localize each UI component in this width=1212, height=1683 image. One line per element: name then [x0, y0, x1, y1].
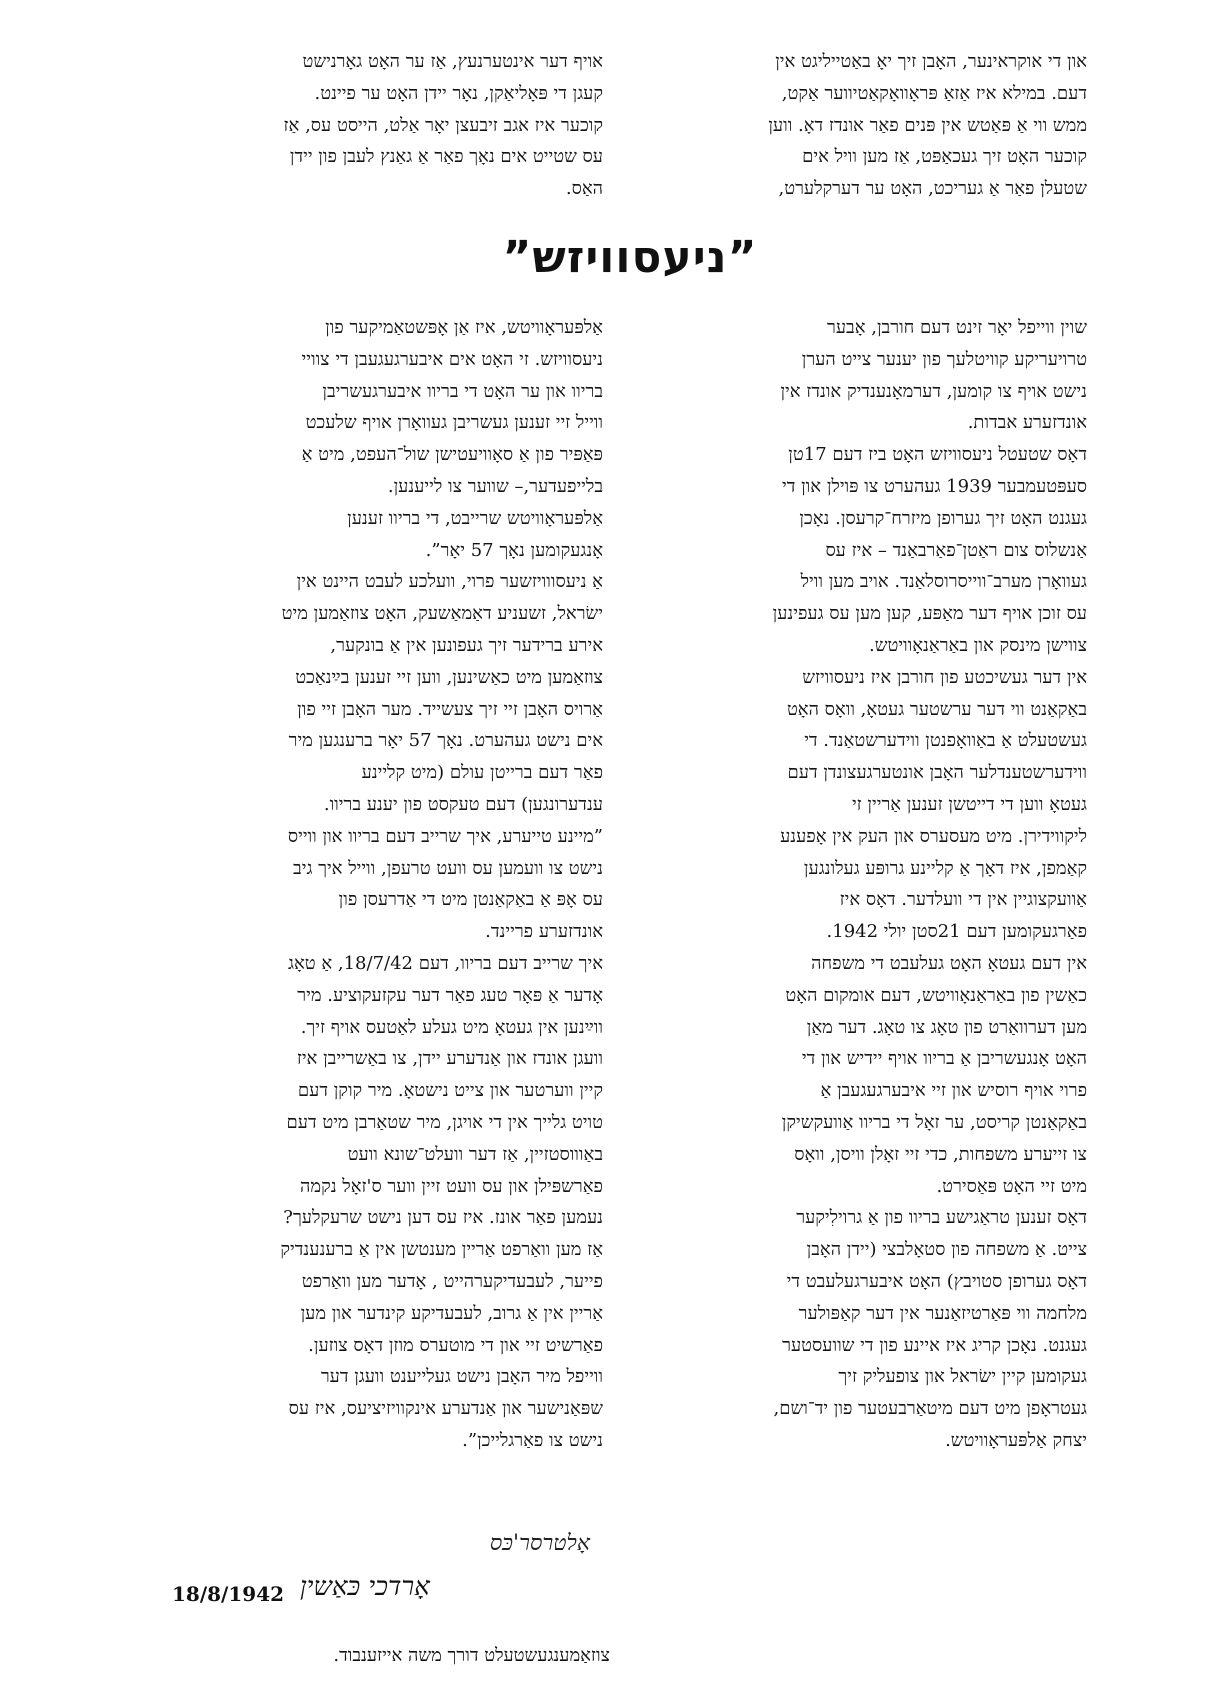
text-line: וועגן אונדז און אַנדערע יידן, צו באַשרייבן איז: [296, 1048, 603, 1070]
text-line: ”מיינע טייערע, איך שרייב דעם בריוו און ווייס: [287, 825, 603, 847]
text-line: געטראָפן מיט דעם מיטאַרבעטער פון יד־ושם,: [773, 1398, 1087, 1420]
text-line: אים נישט געהערט. נאָך 57 יאָר ברענגען מיר: [288, 730, 603, 752]
text-line: געגנט האָט זיך גערופן מיזרח־קרעסן. נאָכן: [799, 507, 1087, 529]
article-title: ”ניעסוויזש”: [502, 232, 758, 283]
text-line: האַס.: [565, 178, 603, 200]
text-line: ממש ווי אַ פּאַטש אין פּנים פאַר אונדז דאָ. ווען: [768, 114, 1087, 136]
text-line: באַוווסטזיין, אַז דער וועלט־שונא וועט: [347, 1143, 603, 1165]
text-line: דעם. במילא איז אַזאַ פּראָוואָקאַטיווער אַקט,: [781, 82, 1087, 104]
text-line: אָנגעקומען נאָך 57 יאָר”.: [425, 539, 603, 561]
text-line: פּאַפּיר פון אַ סאָוויעטישן שול־העפט, מיט אַ: [301, 444, 603, 466]
text-line: ווייפל מיר האָבן נישט געלייענט וועגן דער: [320, 1366, 603, 1388]
text-line: בלייפעדער,– שווער צו לייענען.: [387, 475, 603, 497]
text-line: מלחמה ווי פּאַרטיזאַנער אין דער קאַפּולער: [798, 1302, 1087, 1324]
text-line: עס אָפּ אַ באַקאַנטן מיט די אַדרעסן פון: [338, 889, 603, 911]
text-line: פאַרשפּילן און עס וועט זיין ווער ס'זאָל נקמה: [300, 1175, 603, 1197]
text-line: צייט. אַ משפחה פון סטאָלבצי (יידן האָבן: [806, 1239, 1087, 1261]
text-line: אַז מען וואַרפט אַריין מענטשן אין אַ ברענענדיק: [280, 1239, 603, 1261]
text-line: און די אוקראינער, האָבן זיך יאָ באַטייליגט אין: [775, 51, 1087, 72]
text-line: צווישן מינסק און באַראַנאָוויטש.: [868, 634, 1087, 656]
text-line: עס זוכן אויף דער מאַפּע, קען מען עס געפינען: [772, 603, 1087, 625]
text-line: דאָס גערופן סטויבץ) האָט איבערגעלעבט די: [786, 1270, 1087, 1292]
article-right-column: [655, 312, 1087, 1457]
text-line: קיין ווערטער און צייט נישטאָ. מיר קוקן דעם: [297, 1080, 603, 1102]
article-left-column: [128, 312, 603, 1457]
text-line: שוין ווייפל יאָר זינט דעם חורבן, אָבער: [827, 317, 1087, 338]
signature-scribble: אָלטרסר'כּס: [489, 1531, 590, 1556]
text-line: שפּאַנישער און אַנדערע אינקוויזיציעס, איז עס: [288, 1398, 603, 1420]
text-line: געקומען קיין ישׂראל און צופעליק זיך: [838, 1366, 1087, 1388]
text-line: אַלפּעראָוויטש שרייבט, די בריוו זענען: [347, 507, 603, 529]
text-line: אונדזערע אבדות.: [967, 412, 1087, 434]
text-line: אַוועקצוגיין אין די וועלדער. דאָס איז: [839, 889, 1087, 911]
text-line: האָט אָנגעשריבן אַ בריוו אויף יידיש און די: [801, 1048, 1087, 1070]
text-line: קוכער איז אגב זיבעצן יאָר אַלט, הייסט עס, אַז: [283, 114, 603, 136]
text-line: אַרויס האָבן זיי זיך צעשייד. מער האָבן זיי פון: [297, 698, 603, 720]
text-line: ליקווידירן. מיט מעסערס און העק אין אָפענע: [780, 825, 1087, 847]
top-right-column: [655, 46, 1087, 205]
text-line: סעפּטעמבער 1939 געהערט צו פּוילן און די: [782, 475, 1087, 497]
text-line: אַ ניעסווויזשער פרוי, וועלכע לעבט היינט אין: [296, 571, 603, 593]
text-line: אויף דער אינטערנעץ, אַז ער האָט גאָרנישט: [302, 51, 603, 72]
text-line: אַריין אין אַ גרוב, לעבעדיקע קינדער און מען: [300, 1302, 603, 1324]
text-line: טרויעריקע קוויטלעך פון יענער צייט הערן: [801, 348, 1087, 370]
text-line: פאַרגעקומען דעם 21סטן יולי 1942.: [826, 921, 1087, 943]
text-line: בריוו און ער האָט די בריוו איבערגעשריבן: [322, 380, 603, 402]
text-line: צו זייערע משפחות, כדי זיי זאָלן וויסן, וואָס: [794, 1143, 1087, 1165]
text-line: שטעלן פאַר אַ געריכט, האָט ער דערקלערט,: [778, 178, 1087, 200]
text-line: אונדזערע פריינד.: [485, 921, 603, 943]
top-left-column: [128, 46, 603, 205]
text-line: אין דער געשיכטע פון חורבן איז ניעסוויזש: [802, 666, 1087, 688]
text-line: אָדער אַ פּאָר טעג פאַר דער עקזעקוציע. מיר: [297, 984, 603, 1006]
text-line: כאַשין פון באַראַנאָוויטש, דעם אומקום האָט: [785, 984, 1087, 1006]
text-line: פרוי אויף רוסיש און זיי איבערגעגעבן אַ: [820, 1080, 1087, 1102]
text-line: פאַר דעם ברייטן עולם (מיט קליינע: [361, 762, 603, 784]
text-line: איך שרייב דעם בריוו, דעם 18/7/42, אַ טאָג: [288, 952, 603, 974]
text-line: יצחק אַלפּעראָוויטש.: [945, 1429, 1087, 1451]
signature-name: אָרדכי כּאַשין: [300, 1572, 430, 1602]
text-line: געטאָ ווען די דייטשן זענען אַריין זי: [851, 793, 1087, 815]
text-line: נעמען פאַר אונז. איז עס דען נישט שרעקלעך?: [283, 1207, 603, 1229]
text-line: ווידערשטענדלער האָבן אונטערגעצונדן דעם: [787, 762, 1087, 784]
text-line: קוכער האָט זיך געכאַפּט, אַז מען וויל אים: [802, 146, 1087, 168]
credit-line: צוזאַמענגעשטעלט דורך משה אייזענבוד.: [333, 1645, 610, 1666]
text-line: אַנשלוס צום ראַטן־פאַרבאַנד – איז עס: [825, 539, 1087, 561]
text-line: געוואָרן מערב־ווייסרוסלאַנד. אויב מען וויל: [800, 571, 1087, 593]
text-line: צוזאַמען מיט כאַשינען, ווען זיי זענען בײַנאַכט: [295, 666, 603, 688]
text-line: געשטעלט אַ באַוואָפנטן ווידערשטאַנד. די: [804, 730, 1087, 752]
text-line: אין דעם געטאָ האָט געלעבט די משפחה: [811, 952, 1087, 974]
text-line: באַקאַנט ווי דער ערשטער געטאָ, וואָס האָט: [786, 698, 1087, 720]
text-line: ווייל זיי זענען געשריבן געוואָרן אויף שלעכט: [305, 412, 603, 434]
text-line: עס שטייט אים נאָך פאַר אַ גאַנץ לעבן פון יידן: [289, 146, 603, 168]
text-line: קאַמפן, איז דאָך אַ קליינע גרופּע געלונגען: [803, 857, 1087, 879]
text-line: קעגן די פּאָליאַקן, נאָר יידן האָט ער פיינט.: [314, 82, 603, 104]
text-line: אירע ברידער זיך געפונען אין אַ בונקער,: [330, 634, 603, 656]
text-line: טויט גלייך אין די אויגן, מיר שטאַרבן מיט דעם: [286, 1111, 603, 1133]
text-line: נישט אויף צו קומען, דערמאָנענדיק אונדז אין: [780, 380, 1087, 402]
text-line: ווײַנען אין געטאָ מיט געלע לאַטעס אויף זיך.: [300, 1016, 603, 1038]
text-line: ישׂראל, זשעניע דאַמאַשעק, האָט צוזאַמען מיט: [281, 603, 603, 625]
text-line: ניעסוויזש. זי האָט אים איבערגעגעבן די צוויי: [301, 348, 603, 370]
signature-date: 18/8/1942: [172, 1582, 285, 1606]
text-line: נישט צו וועמען עס וועט טרעפן, ווייל איך גיב: [293, 857, 603, 879]
text-line: געגנט. נאָכן קריג איז איינע פון די שוועסטער: [782, 1334, 1087, 1356]
text-line: פייער, לעבעדיקערהייט , אָדער מען וואַרפט: [301, 1270, 603, 1292]
text-line: מען דערוואַרט פון טאָג צו טאָג. דער מאַן: [806, 1016, 1087, 1038]
text-line: מיט זיי האָט פּאַסירט.: [936, 1175, 1087, 1197]
text-line: ענדערונגען) דעם טעקסט פון יענע בריוו.: [323, 793, 603, 815]
text-line: באַקאַנטן קריסט, ער זאָל די בריוו אַוועקשיקן: [781, 1111, 1087, 1133]
text-line: נישט צו פאַרגלייכן”.: [462, 1429, 603, 1451]
text-line: דאָס זענען טראַגישע בריוו פון אַ גרוילִיקער: [796, 1207, 1087, 1229]
text-line: דאָס שטעטל ניעסוויזש האָט ביז דעם 17טן: [788, 444, 1087, 466]
text-line: פאַרשיט זיי און די מוטערס מוזן דאָס צוזען.: [308, 1334, 603, 1356]
text-line: אַלפּעראָוויטש, איז אַן אָפּשטאַמיקער פון: [325, 317, 603, 338]
